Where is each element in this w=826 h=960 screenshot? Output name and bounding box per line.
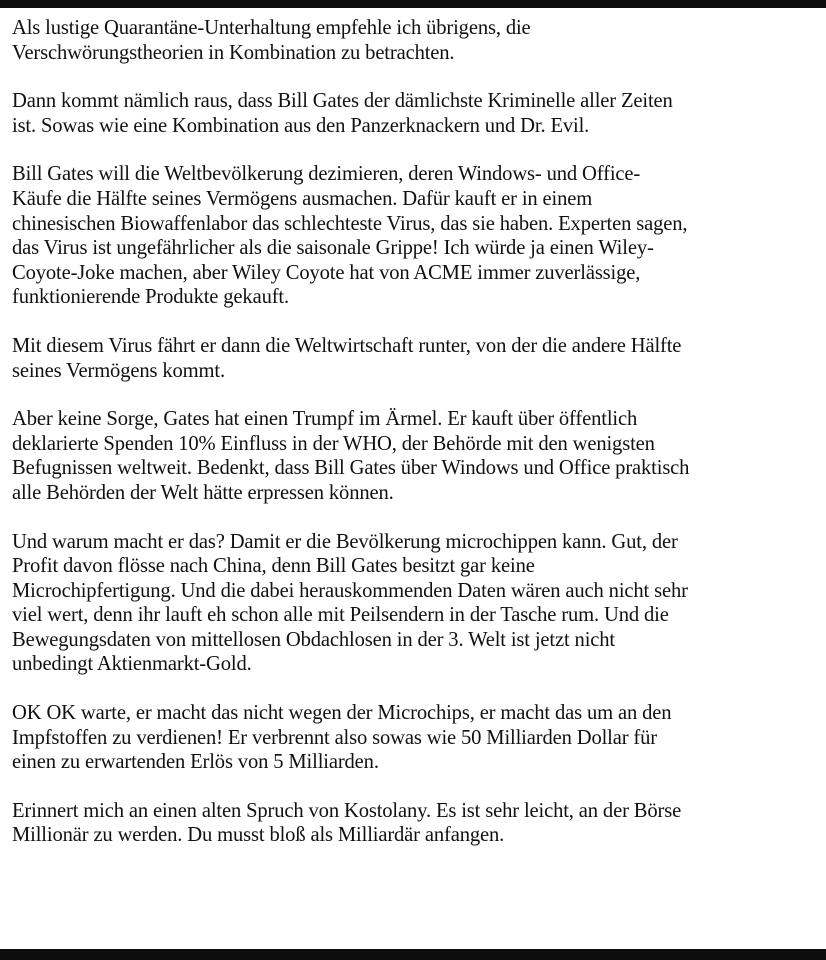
text-line: Profit davon flösse nach China, denn Bill Gates besitzt gar keine xyxy=(12,555,535,578)
text-line: funktionierende Produkte gekauft. xyxy=(12,286,289,309)
paragraph-who xyxy=(12,407,818,505)
text-line: Coyote-Joke machen, aber Wiley Coyote hat von ACME immer zuverlässige, xyxy=(12,261,641,284)
paragraph-vaccines xyxy=(12,701,818,775)
text-line: Aber keine Sorge, Gates hat einen Trumpf im Ärmel. Er kauft über öffentlich xyxy=(12,408,638,431)
text-line: Millionär zu werden. Du musst bloß als Milliardär anfangen. xyxy=(12,824,505,847)
text-line: unbedingt Aktienmarkt-Gold. xyxy=(12,653,252,676)
text-line: deklarierte Spenden 10% Einfluss in der WHO, der Behörde mit den wenigsten xyxy=(12,432,655,455)
text-line: Als lustige Quarantäne-Unterhaltung empfehle ich übrigens, die xyxy=(12,17,531,39)
paragraph-virus xyxy=(12,162,818,310)
text-line: Microchipfertigung. Und die dabei herauskommenden Daten wären auch nicht sehr xyxy=(12,579,688,602)
text-line: viel wert, denn ihr lauft eh schon alle mit Peilsendern in der Tasche rum. Und die xyxy=(12,604,669,627)
text-line: Bewegungsdaten von mittellosen Obdachlosen in der 3. Welt ist jetzt nicht xyxy=(12,628,615,651)
text-line: ist. Sowas wie eine Kombination aus den Panzerknackern und Dr. Evil. xyxy=(12,114,590,137)
paragraph-economy xyxy=(12,334,818,383)
text-line: seines Vermögens kommt. xyxy=(12,359,225,382)
text-line: Dann kommt nämlich raus, dass Bill Gates der dämlichste Kriminelle aller Zeiten xyxy=(12,90,673,113)
text-line: das Virus ist ungefährlicher als die saisonale Grippe! Ich würde ja einen Wiley- xyxy=(12,237,654,260)
text-line: Bill Gates will die Weltbevölkerung dezimieren, deren Windows- und Office- xyxy=(12,163,641,186)
text-line: Und warum macht er das? Damit er die Bevölkerung microchippen kann. Gut, der xyxy=(12,530,678,553)
paragraph-microchips xyxy=(12,530,818,678)
text-document xyxy=(0,8,826,949)
text-line: Verschwörungstheorien in Kombination zu betrachten. xyxy=(12,41,455,64)
text-line: Erinnert mich an einen alten Spruch von Kostolany. Es ist sehr leicht, an der Börse xyxy=(12,799,682,822)
text-line: Mit diesem Virus fährt er dann die Weltwirtschaft runter, von der die andere Hälfte xyxy=(12,334,682,357)
text-line: Käufe die Hälfte seines Vermögens ausmachen. Dafür kauft er in einem xyxy=(12,187,593,210)
paragraph-intro xyxy=(12,16,818,65)
text-line: Impfstoffen zu verdienen! Er verbrennt also sowas wie 50 Milliarden Dollar für xyxy=(12,726,657,749)
paragraph-kostolany xyxy=(12,799,818,848)
text-line: einen zu erwartenden Erlös von 5 Milliarden. xyxy=(12,751,379,774)
text-line: Befugnissen weltweit. Bedenkt, dass Bill Gates über Windows und Office praktisch xyxy=(12,457,690,480)
text-line: alle Behörden der Welt hätte erpressen können. xyxy=(12,481,394,504)
text-line: chinesischen Biowaffenlabor das schlechteste Virus, das sie haben. Experten sagen, xyxy=(12,212,688,235)
text-line: OK OK warte, er macht das nicht wegen der Microchips, er macht das um an den xyxy=(12,702,672,725)
paragraph-criminal xyxy=(12,89,818,138)
